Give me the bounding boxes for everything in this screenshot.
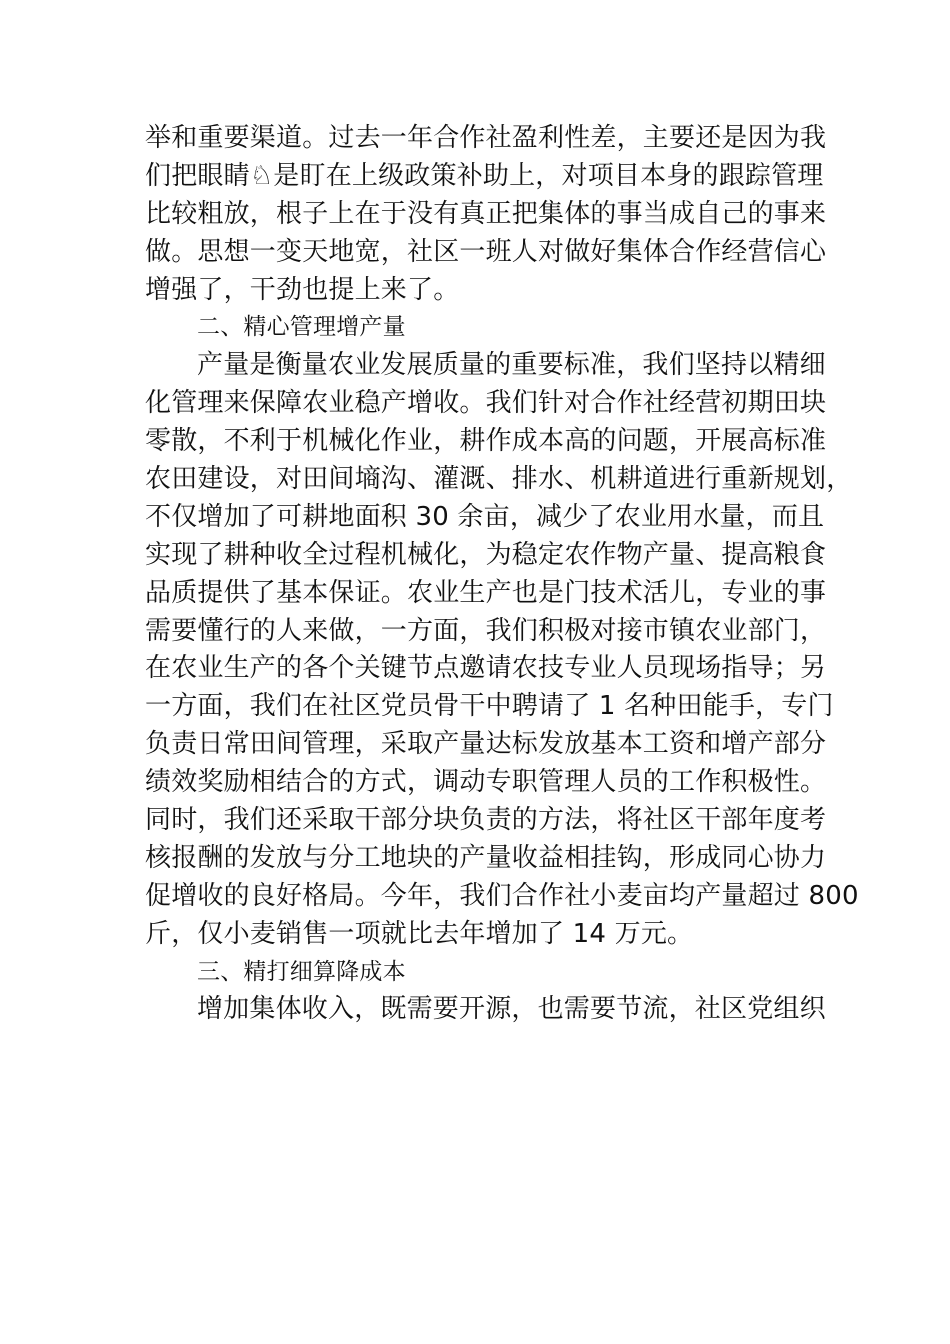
document-body [145, 120, 859, 1029]
text-line: 零散，不利于机械化作业，耕作成本高的问题，开展高标准 [145, 426, 827, 457]
text-line: 比较粗放，根子上在于没有真正把集体的事当成自己的事来 [145, 198, 827, 229]
paragraph-start: 产量是衡量农业发展质量的重要标准，我们坚持以精细 [197, 350, 826, 381]
text-line: 斤，仅小麦销售一项就比去年增加了 14 万元。 [145, 918, 694, 949]
text-line: 增强了，干劲也提上来了。 [145, 274, 460, 305]
text-line: 在农业生产的各个关键节点邀请农技专业人员现场指导；另 [145, 653, 827, 684]
text-line: 绩效奖励相结合的方式，调动专职管理人员的工作积极性。 [145, 767, 827, 798]
text-line: 做。思想一变天地宽，社区一班人对做好集体合作经营信心 [145, 236, 827, 267]
text-line: 们把眼睛♘是盯在上级政策补助上，对项目本身的跟踪管理 [145, 160, 824, 191]
text-line: 核报酬的发放与分工地块的产量收益相挂钩，形成同心协力 [145, 842, 827, 873]
text-line: 实现了耕种收全过程机械化，为稳定农作物产量、提高粮食 [145, 539, 827, 570]
text-line: 需要懂行的人来做，一方面，我们积极对接市镇农业部门， [145, 615, 827, 646]
text-line: 品质提供了基本保证。农业生产也是门技术活儿，专业的事 [145, 577, 827, 608]
text-line: 促增收的良好格局。今年，我们合作社小麦亩均产量超过 800 [145, 880, 859, 911]
text-line: 农田建设，对田间墒沟、灌溉、排水、机耕道进行重新规划， [145, 464, 853, 495]
text-line: 负责日常田间管理，采取产量达标发放基本工资和增产部分 [145, 729, 827, 760]
section-heading-2: 二、精心管理增产量 [197, 314, 406, 341]
paragraph-start: 增加集体收入，既需要开源，也需要节流，社区党组织 [197, 994, 826, 1025]
text-line: 不仅增加了可耕地面积 30 余亩，减少了农业用水量，而且 [145, 501, 825, 532]
section-heading-3: 三、精打细算降成本 [197, 958, 406, 985]
text-line: 同时，我们还采取干部分块负责的方法，将社区干部年度考 [145, 805, 827, 836]
text-line: 举和重要渠道。过去一年合作社盈利性差，主要还是因为我 [145, 123, 827, 153]
text-line: 一方面，我们在社区党员骨干中聘请了 1 名种田能手，专门 [145, 691, 834, 722]
text-line: 化管理来保障农业稳产增收。我们针对合作社经营初期田块 [145, 388, 827, 419]
